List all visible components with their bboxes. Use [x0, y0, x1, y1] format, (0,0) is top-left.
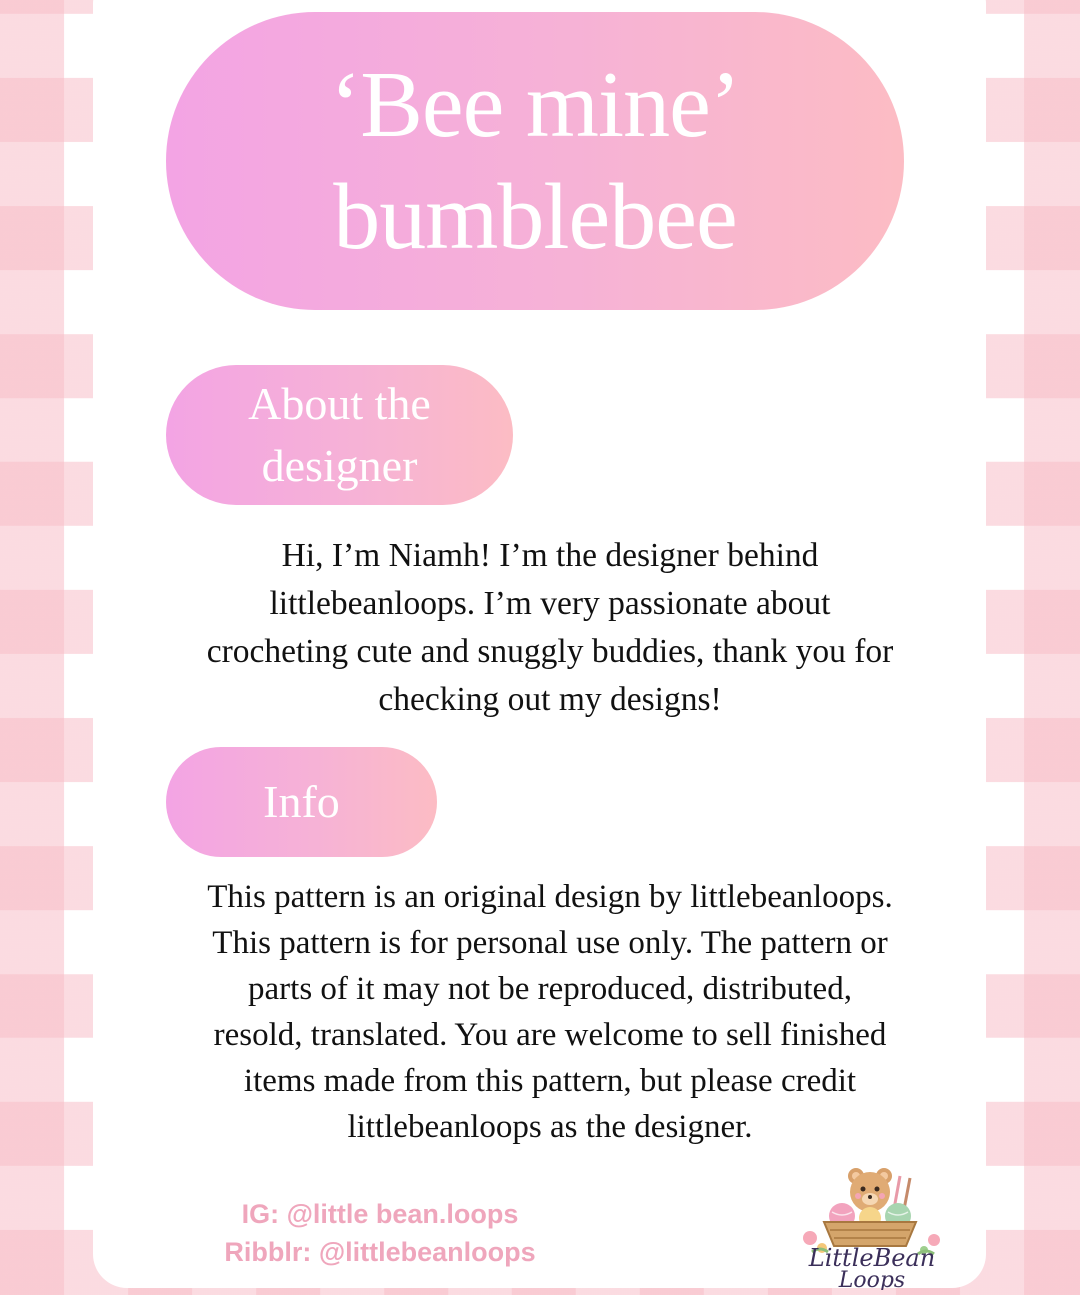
title-line-2: bumblebee — [333, 165, 737, 269]
logo-wordmark-line-2: Loops — [838, 1268, 906, 1290]
ribblr-handle[interactable]: Ribblr: @littlebeanloops — [224, 1237, 536, 1267]
info-line: littlebeanloops as the designer. — [347, 1109, 753, 1145]
about-paragraph — [140, 532, 960, 724]
title-banner — [166, 12, 904, 310]
logo-wordmark-line-1: LittleBean — [808, 1244, 936, 1272]
about-line: littlebeanloops. I’m very passionate about — [269, 585, 831, 622]
teddy-bear-yarn-basket-icon — [792, 1160, 952, 1290]
about-heading-line-2: designer — [261, 440, 418, 491]
about-line: checking out my designs! — [378, 681, 722, 718]
info-line: This pattern is for personal use only. The pattern or — [212, 925, 888, 961]
about-heading-badge — [166, 365, 513, 505]
info-line: items made from this pattern, but please credit — [243, 1063, 857, 1099]
brand-logo — [792, 1160, 952, 1290]
info-heading: Info — [263, 776, 340, 827]
about-heading-line-1: About the — [248, 378, 431, 429]
about-line: crocheting cute and snuggly buddies, thank you for — [206, 633, 894, 670]
about-line: Hi, I’m Niamh! I’m the designer behind — [281, 537, 819, 574]
social-handles — [190, 1195, 570, 1271]
title-line-1: ‘Bee mine’ — [329, 53, 741, 157]
info-heading-badge — [166, 747, 437, 857]
info-line: resold, translated. You are welcome to sell finished — [213, 1017, 887, 1053]
info-line: This pattern is an original design by littlebeanloops. — [207, 879, 893, 915]
info-line: parts of it may not be reproduced, distributed, — [248, 971, 852, 1007]
instagram-handle[interactable]: IG: @little bean.loops — [241, 1199, 519, 1229]
info-paragraph — [140, 874, 960, 1150]
